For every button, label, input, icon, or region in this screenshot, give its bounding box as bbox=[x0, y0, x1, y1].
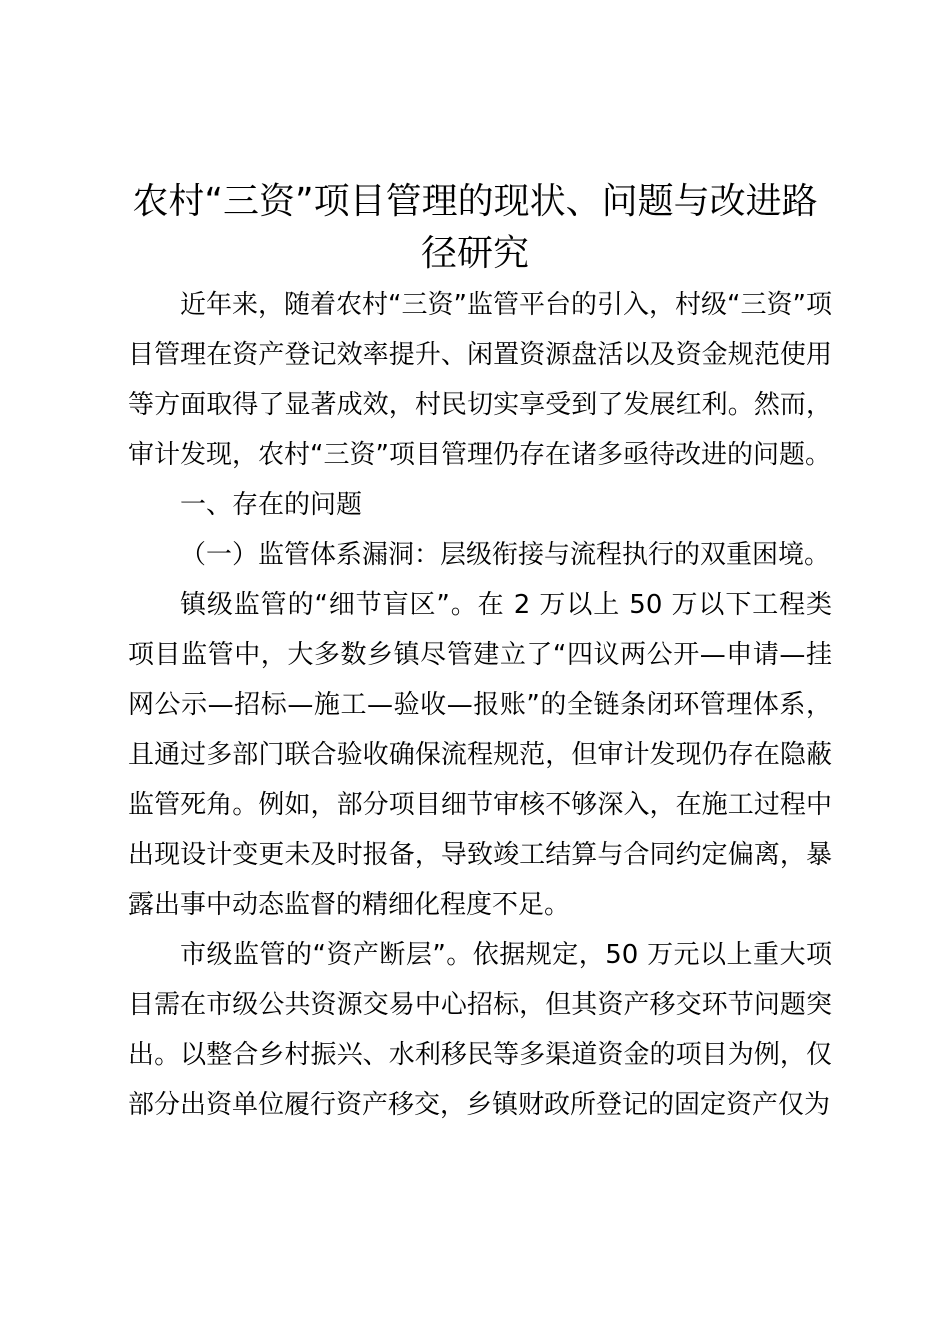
paragraph-town-supervision: 镇级监管的“细节盲区”。在 2 万以上 50 万以下工程类项目监管中，大多数乡镇尽管建立了“四议两公开—申请—挂网公示—招标—施工—验收—报账”的全链条闭环管理体系，且通过多部门联合验收确保流程规范，但审计发现仍存在隐蔽监管死角。例如，部分项目细节审核不够深入，在施工过程中出现设计变更未及时报备，导致竣工结算与合同约定偏离，暴露出事中动态监督的精细化程度不足。 bbox=[128, 590, 832, 920]
document-title: 农村“三资”项目管理的现状、问题与改进路径研究 bbox=[132, 181, 818, 274]
subsection-heading-supervision: （一）监管体系漏洞：层级衔接与流程执行的双重困境。 bbox=[180, 540, 831, 570]
section-heading-problems: 一、存在的问题 bbox=[180, 490, 363, 520]
document-body bbox=[128, 280, 832, 1130]
paragraph-city-supervision: 市级监管的“资产断层”。依据规定，50 万元以上重大项目需在市级公共资源交易中心招标，但其资产移交环节问题突出。以整合乡村振兴、水利移民等多渠道资金的项目为例，仅部分出资单位履行资产移交，乡镇财政所登记的固定资产仅为 bbox=[128, 940, 832, 1120]
paragraph-intro: 近年来，随着农村“三资”监管平台的引入，村级“三资”项目管理在资产登记效率提升、闲置资源盘活以及资金规范使用等方面取得了显著成效，村民切实享受到了发展红利。然而，审计发现，农村“三资”项目管理仍存在诸多亟待改进的问题。 bbox=[128, 290, 832, 470]
